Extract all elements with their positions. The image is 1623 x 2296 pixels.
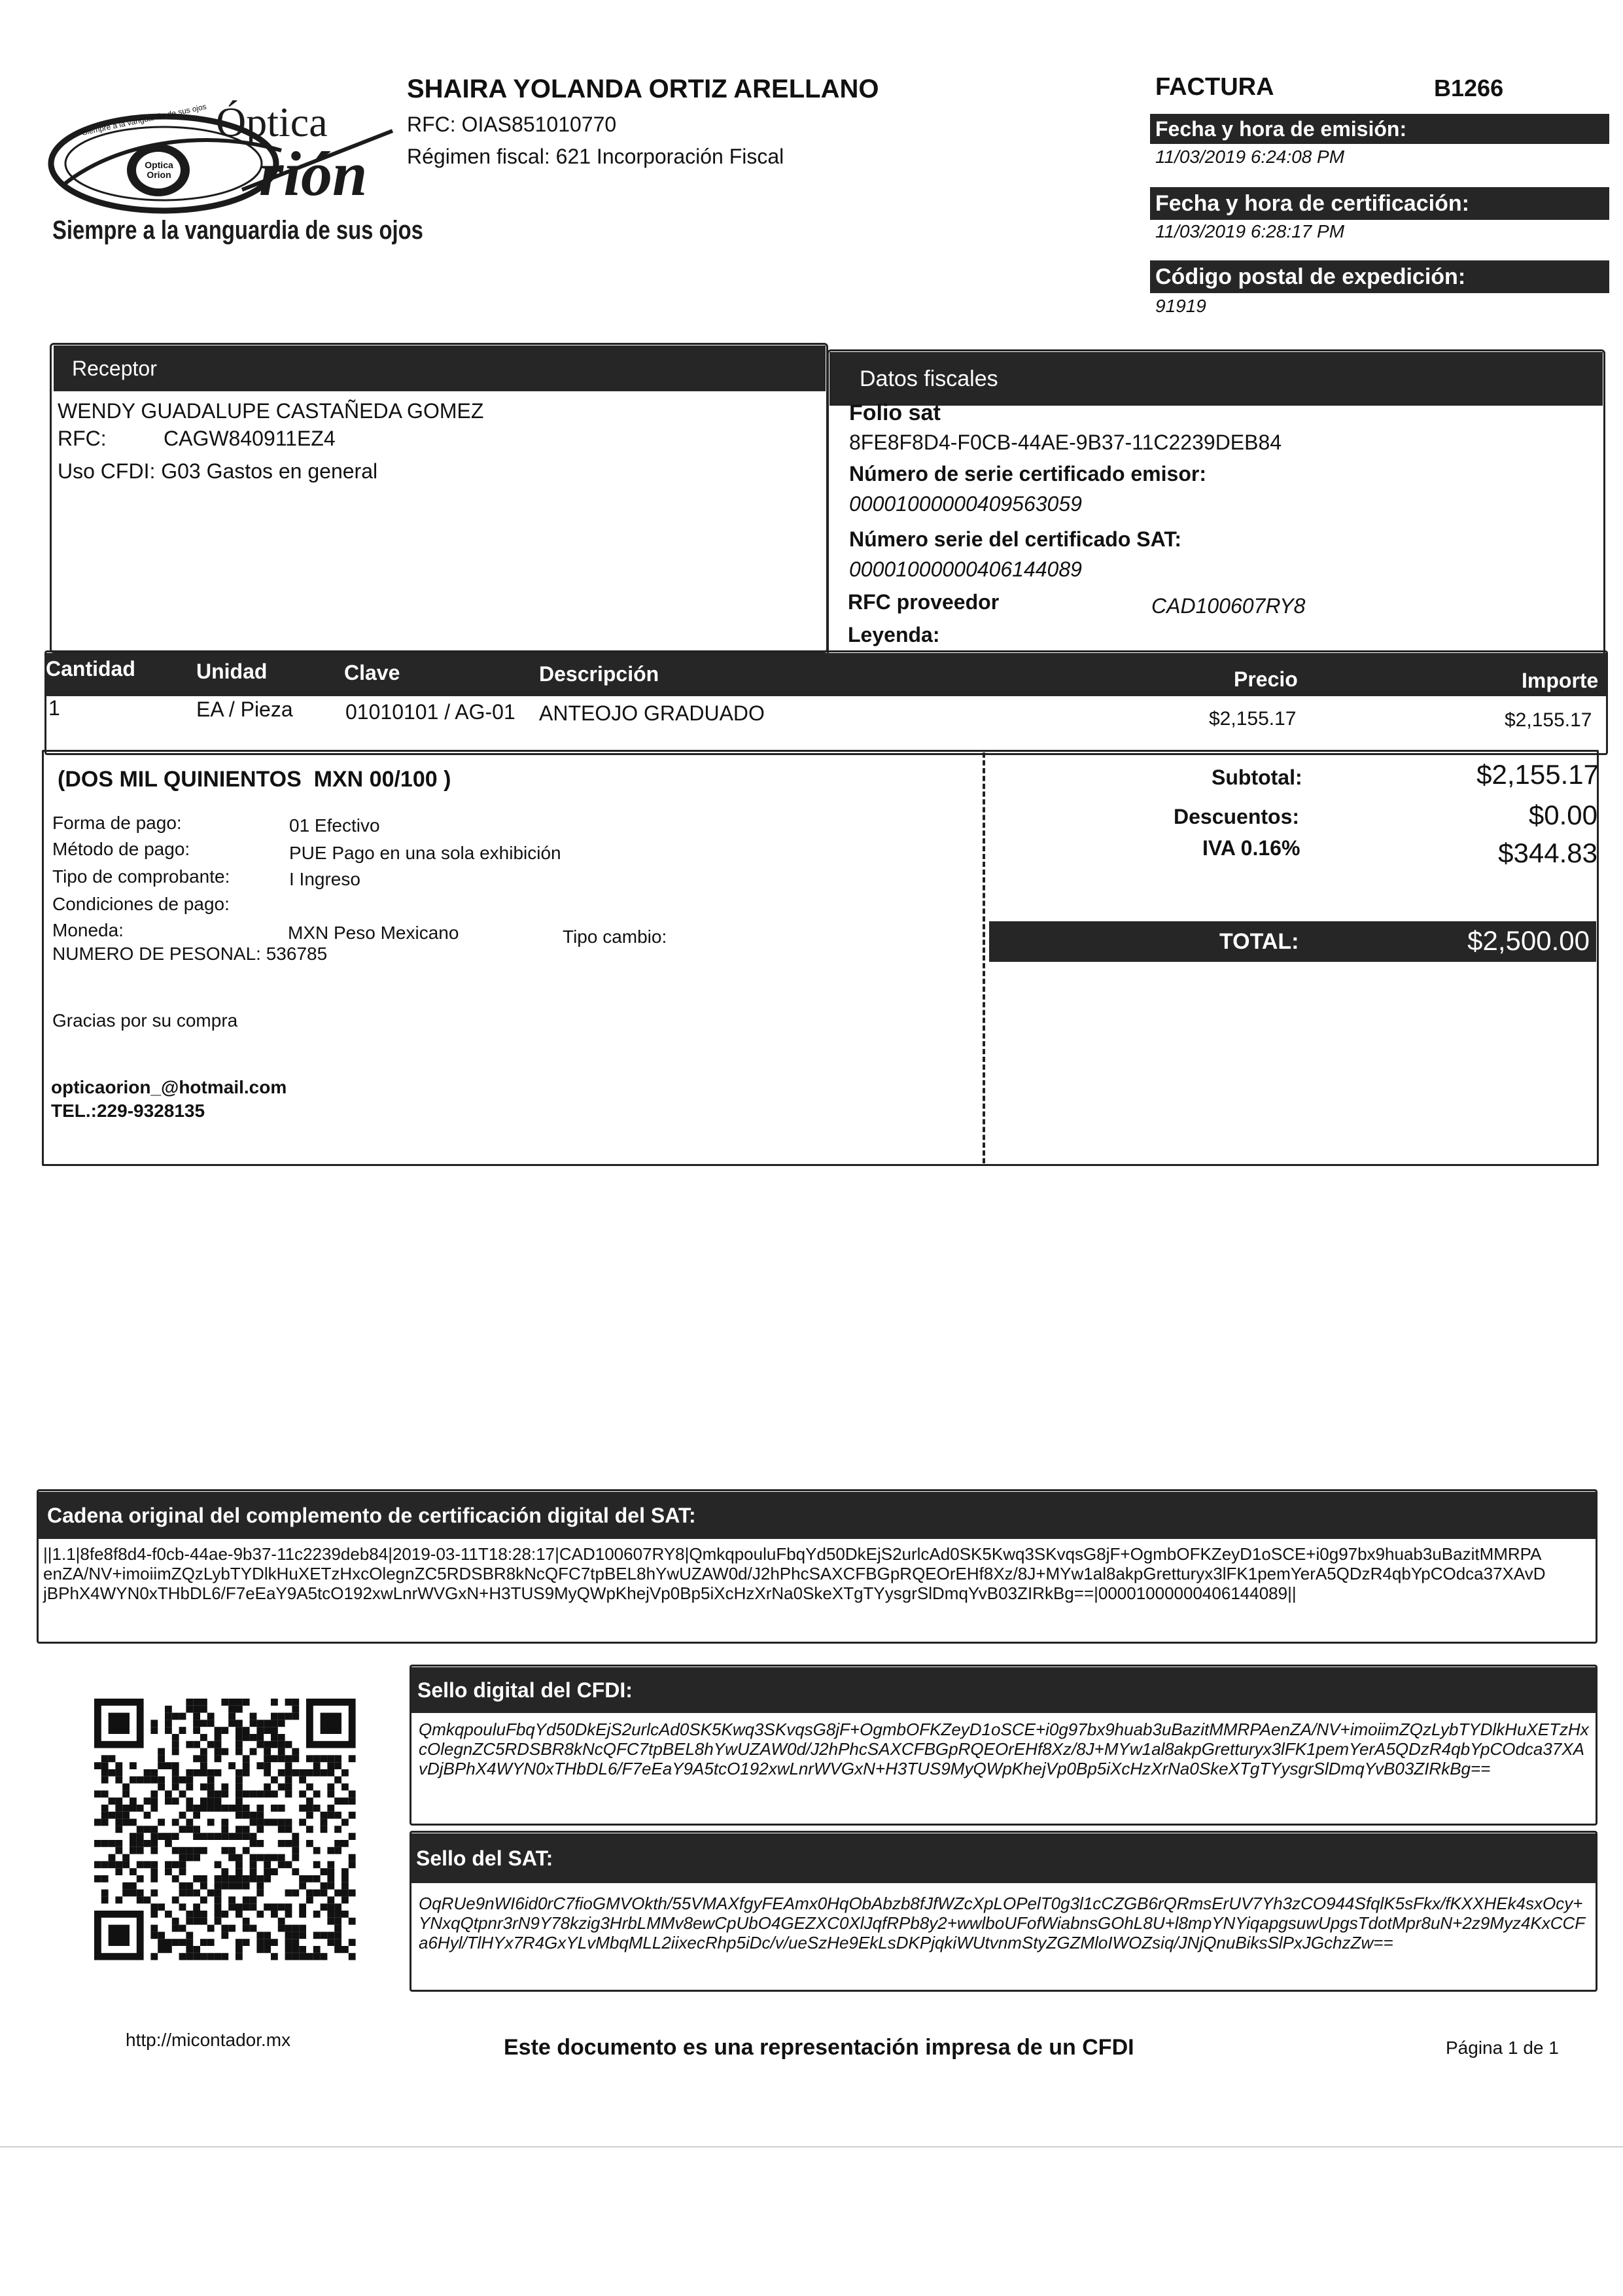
serie-emisor-label: Número de serie certificado emisor: [849, 462, 1206, 486]
emision-value: 11/03/2019 6:24:08 PM [1155, 147, 1345, 167]
receptor-uso: Uso CFDI: G03 Gastos en general [58, 459, 378, 483]
metodo-value: PUE Pago en una sola exhibición [289, 843, 561, 863]
fiscal-header: Datos fiscales [829, 352, 1603, 406]
logo-badge: Optica Orion [145, 160, 173, 180]
cp-header: Código postal de expedición: [1150, 260, 1609, 293]
iva-value: $344.83 [1498, 838, 1597, 868]
issuer-regimen: Régimen fiscal: 621 Incorporación Fiscal [407, 145, 784, 168]
cadena-value: ||1.1|8fe8f8d4-f0cb-44ae-9b37-11c2239deb84|2019-03-11T18:28:17|CAD100607RY8|QmkqpouluFbqYd50DkEjS2urlcAd0SK5Kwq3SKvqsG8jF+OgmbOFKZeyD1oSCE+i0g97bx9huab3uBazitMMRPAenZA/NV+imoiimZQzLybTYDlkHuXETzHxcOlegnZC5RDSBR8kNcQFC7tpBEL8hYwUZAW0d/J2hPhcSAXCFBGpRQEOrEHf8Xz/8J+MYw1al8akpGretturyx3lFK1pemYerA5QDzR4qbYpCOdca37XAvDjBPhX4WYN0xTHbDL6/F7eEaY9A5tcO192xwLnrWVGxN+H3TUS9MyQWpKhejVp0Bp5iXcHzXrNa0SkeXTgTYysgrSlDmqYvB03ZIRkBg==|00001000000406144089|| [43, 1544, 1546, 1603]
descuentos-value: $0.00 [1528, 800, 1597, 830]
tipo-value: I Ingreso [289, 869, 360, 889]
invoice-number: B1266 [1434, 75, 1504, 101]
logo-arc-text: Siempre a la vanguardia de sus ojos [81, 101, 207, 137]
row-descripcion: ANTEOJO GRADUADO [539, 701, 765, 725]
cadena-header: Cadena original del complemento de certificación digital del SAT: [38, 1492, 1596, 1539]
receptor-rfc-value: CAGW840911EZ4 [164, 427, 336, 450]
emision-header: Fecha y hora de emisión: [1150, 114, 1609, 144]
certificacion-value: 11/03/2019 6:28:17 PM [1155, 221, 1345, 241]
personal-number: NUMERO DE PESONAL: 536785 [52, 944, 328, 964]
total-bar [989, 921, 1596, 962]
items-header [46, 653, 1607, 696]
descuentos-label: Descuentos: [1174, 805, 1300, 828]
row-clave: 01010101 / AG-01 [345, 700, 515, 724]
col-cantidad: Cantidad [46, 657, 135, 680]
footer-page: Página 1 de 1 [1446, 2038, 1559, 2058]
table-row [46, 696, 1607, 749]
tipo-cambio-label: Tipo cambio: [563, 927, 667, 947]
divider [983, 752, 985, 1163]
moneda-value: MXN Peso Mexicano [288, 923, 459, 943]
col-descripcion: Descripción [539, 662, 659, 686]
forma-label: Forma de pago: [52, 813, 182, 833]
moneda-label: Moneda: [52, 920, 124, 940]
row-importe: $2,155.17 [1505, 709, 1592, 731]
receptor-name: WENDY GUADALUPE CASTAÑEDA GOMEZ [58, 399, 484, 423]
amount-words: (DOS MIL QUINIENTOS MXN 00/100 ) [58, 767, 451, 792]
logo-slogan: Siempre a la vanguardia de sus ojos [52, 216, 423, 245]
row-unidad: EA / Pieza [196, 698, 293, 721]
logo-word-optica: Óptica [216, 99, 328, 145]
gracias-text: Gracias por su compra [52, 1010, 238, 1031]
receptor-header: Receptor [54, 345, 826, 391]
rfc-proveedor-label: RFC proveedor [848, 590, 1000, 614]
iva-label: IVA 0.16% [1202, 836, 1300, 860]
sello-cfdi-header: Sello digital del CFDI: [411, 1667, 1596, 1713]
subtotal-label: Subtotal: [1212, 766, 1302, 789]
issuer-name: SHAIRA YOLANDA ORTIZ ARELLANO [407, 75, 879, 103]
forma-value: 01 Efectivo [289, 815, 380, 836]
leyenda-label: Leyenda: [848, 623, 940, 646]
certificacion-header: Fecha y hora de certificación: [1150, 187, 1609, 220]
footer-url[interactable]: http://micontador.mx [126, 2030, 291, 2050]
col-importe: Importe [1522, 669, 1599, 692]
rfc-proveedor-value: CAD100607RY8 [1151, 594, 1306, 618]
receptor-rfc-label: RFC: [58, 427, 107, 450]
total-label: TOTAL: [1219, 929, 1299, 954]
metodo-label: Método de pago: [52, 839, 190, 859]
tipo-label: Tipo de comprobante: [52, 866, 230, 887]
row-cantidad: 1 [48, 696, 60, 720]
cp-value: 91919 [1155, 296, 1206, 316]
serie-sat-label: Número serie del certificado SAT: [849, 527, 1181, 551]
folio-label: Folio sat [849, 400, 941, 425]
total-value: $2,500.00 [1467, 925, 1590, 956]
issuer-rfc: RFC: OIAS851010770 [407, 113, 617, 136]
condiciones-label: Condiciones de pago: [52, 894, 230, 914]
sello-sat-header: Sello del SAT: [411, 1833, 1596, 1883]
serie-sat-value: 00001000000406144089 [849, 557, 1082, 581]
qr-code-graphic [94, 1699, 358, 1969]
footer-note: Este documento es una representación impresa de un CFDI [504, 2035, 1134, 2060]
folio-value: 8FE8F8D4-F0CB-44AE-9B37-11C2239DEB84 [849, 431, 1282, 454]
sello-sat-value: OqRUe9nWI6id0rC7fioGMVOkth/55VMAXfgyFEAmx0HqObAbzb8fJfWZcXpLOPelT0g3l1cCZGB6rQRmsErUV7Yh3zCO944SfqlK5sFkx/fKXXHEk4sxOcy+YNxqQtpnr3rN9Y78kzig3HrbLMMv8ewCpUbO4GEZXC0XlJqfRPb8y2+wwlboUFofWiabnsGOhL8U+l8mpYNYiqapgsuwUpgsTdotMpr8uN+2z9Myz4KxCCFa6Hyl/TlHYx7R4GxYLvMbqMLL2iixecRhp5iDc/v/ueSzHe9EkLsDKPjqkiWUtvnmStyZGZMloIWOZsiq/JNjQnuBiksSlPxJGchzZw== [419, 1894, 1586, 1952]
col-precio: Precio [1234, 667, 1298, 691]
invoice-type: FACTURA [1155, 73, 1274, 101]
contact-tel: TEL.:229-9328135 [51, 1101, 205, 1121]
logo-word-orion: rión [259, 139, 368, 209]
subtotal-value: $2,155.17 [1476, 759, 1599, 790]
col-clave: Clave [344, 661, 400, 684]
contact-email: opticaorion_@hotmail.com [51, 1077, 287, 1097]
row-precio: $2,155.17 [1209, 708, 1297, 730]
col-unidad: Unidad [196, 660, 268, 683]
sello-cfdi-value: QmkqpouluFbqYd50DkEjS2urlcAd0SK5Kwq3SKvqsG8jF+OgmbOFKZeyD1oSCE+i0g97bx9huab3uBazitMMRPAenZA/NV+imoiimZQzLybTYDlkHuXETzHxcOlegnZC5RDSBR8kNcQFC7tpBEL8hYwUZAW0d/J2hPhcSAXCFBGpRQEOrEHf8Xz/8J+MYw1al8akpGretturyx3lFK1pemYerA5QDzR4qbYpCOdca37XAvDjBPhX4WYN0xTHbDL6/F7eEaY9A5tcO192xwLnrWVGxN+H3TUS9MyQWpKhejVp0Bp5iXcHzXrNa0SkeXTgTYysgrSlDmqYvB03ZIRkBg== [419, 1720, 1589, 1778]
qr-code-icon [94, 1699, 358, 1969]
serie-emisor-value: 00001000000409563059 [849, 492, 1082, 516]
page-bottom-line [0, 2146, 1623, 2147]
